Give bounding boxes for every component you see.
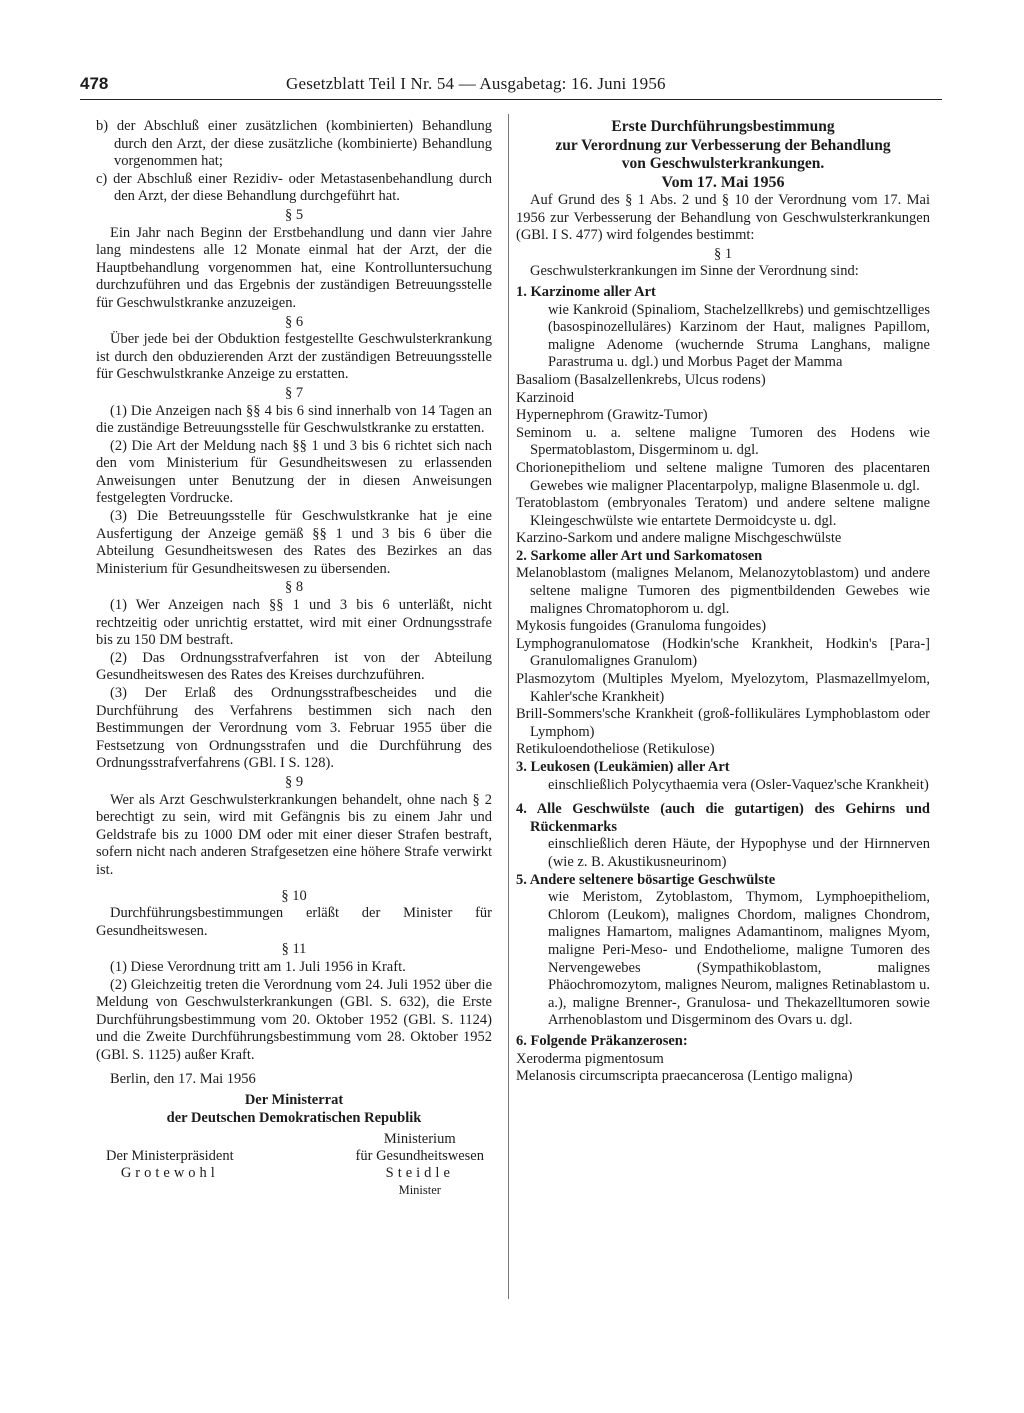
list-item: Melanoblastom (malignes Melanom, Melanozytoblastom) und andere seltene maligne Tumoren des pigmentbildenden Gewebes wie malignes Chromatophorom u. dgl.	[516, 565, 930, 617]
section-10-text: Durchführungsbestimmungen erläßt der Minister für Gesundheitswesen.	[96, 905, 492, 939]
category-5-description: wie Meristom, Zytoblastom, Thymom, Lymphoepitheliom, Chlorom (Leukom), malignes Chordom, malignes Chondrom, malignes Hamartom, malignes Adamantinom, malignes Myom, maligne Peri-Meso- und Endotheliome, maligne Tumoren des Nervengewebes (Sympathikoblastom, malignes Phäochromozytom, malignes Neurom, malignes Retinablastom u. a.), maligne Brenner-, Granulosa- und Thekazelltumoren sowie Arrhenoblastom und Disgerminom des Ovars u. dgl.	[548, 889, 930, 1029]
category-5-heading: 5. Andere seltenere bösartige Geschwülste	[516, 871, 776, 888]
list-item: Chorionepitheliom und seltene maligne Tumoren des placentaren Gewebes wie maligner Placentarpolyp, maligne Blasenmole u. dgl.	[516, 459, 930, 494]
left-column	[96, 118, 492, 1199]
category-2-heading: 2. Sarkome aller Art und Sarkomatosen	[516, 547, 763, 564]
section-7-para-1: (1) Die Anzeigen nach §§ 4 bis 6 sind innerhalb von 14 Tagen an die zuständige Betreuungsstelle für Geschwulstkranke zu erstatten.	[96, 402, 492, 437]
category-3-description: einschließlich Polycythaemia vera (Osler-Vaquez'sche Krankheit)	[548, 776, 929, 793]
list-item: Xeroderma pigmentosum	[516, 1050, 664, 1067]
list-item: Basaliom (Basalzellenkrebs, Ulcus rodens)	[516, 371, 766, 388]
list-item: Plasmozytom (Multiples Myelom, Myelozytom, Plasmazellmyelom, Kahler'sche Krankheit)	[516, 671, 930, 705]
section-8-para-2: (2) Das Ordnungsstrafverfahren ist von der Abteilung Gesundheitswesen des Rates des Kreises durchzuführen.	[96, 649, 492, 684]
place-and-date: Berlin, den 17. Mai 1956	[110, 1071, 256, 1088]
regulation-title-1: Erste Durchführungsbestimmung	[611, 118, 835, 135]
regulation-title-2: zur Verordnung zur Verbesserung der Behandlung	[555, 136, 891, 154]
section-6-text: Über jede bei der Obduktion festgestellte Geschwulsterkrankung ist durch den obduzierenden Arzt der zuständigen Betreuungsstelle für Geschwulstkranke Anzeige zu erstatten.	[96, 331, 492, 383]
category-1-description: wie Kankroid (Spinaliom, Stachelzellkrebs) und gemischtzelliges (basospinozelluläres) Karzinom der Haut, malignes Papillom, maligne Adenome (wuchernde Struma Langhans, maligne Parastruma u. dgl.) und Morbus Paget der Mamma	[548, 301, 930, 371]
section-5-heading: § 5	[284, 206, 304, 223]
section-6-heading: § 6	[284, 313, 304, 330]
category-4-heading: 4. Alle Geschwülste (auch die gutartigen) des Gehirns und Rückenmarks	[516, 801, 930, 835]
category-1-heading: 1. Karzinome aller Art	[516, 283, 656, 300]
signer-name-left: Grotewohl	[120, 1165, 219, 1182]
section-9-text: Wer als Arzt Geschwulsterkrankungen behandelt, ohne nach § 2 berechtigt zu sein, wird mit Gefängnis bis zu einem Jahr und Geldstrafe bis zu 1000 DM oder mit einer dieser Strafen bestraft, sofern nicht nach anderen Strafgesetzen eine höhere Strafe verwirkt ist.	[96, 791, 492, 878]
section-8-para-1: (1) Wer Anzeigen nach §§ 1 und 3 bis 6 unterläßt, nicht rechtzeitig oder unrichtig erstattet, wird mit einer Ordnungsstrafe bis zu 150 DM bestraft.	[96, 597, 492, 649]
section-11-para-1: (1) Diese Verordnung tritt am 1. Juli 1956 in Kraft.	[110, 958, 406, 975]
list-item: Teratoblastom (embryonales Teratom) und andere seltene maligne Kleingeschwülste wie entartete Dermoidcyste u. dgl.	[516, 495, 930, 529]
ministry-line-2: für Gesundheitswesen	[355, 1148, 484, 1165]
section-7-heading: § 7	[284, 384, 304, 401]
list-item-b: b) der Abschluß einer zusätzlichen (kombinierten) Behandlung durch den Arzt, der diese zusätzliche (kombinierte) Behandlung vorgenommen hat;	[96, 118, 492, 170]
signature-block	[96, 1131, 492, 1199]
category-4-description: einschließlich deren Häute, der Hypophyse und der Hirnnerven (wie z. B. Akustikusneurinom)	[548, 836, 930, 870]
list-item: Melanosis circumscripta praecancerosa (Lentigo maligna)	[516, 1068, 853, 1085]
section-11-heading: § 11	[281, 941, 307, 958]
intro-text: Auf Grund des § 1 Abs. 2 und § 10 der Verordnung vom 17. Mai 1956 zur Verbesserung der Behandlung von Geschwulsterkrankungen (GBl. I S. 477) wird folgendes bestimmt:	[516, 192, 930, 244]
signature-left	[96, 1131, 234, 1199]
signer-role-left: Der Ministerpräsident	[106, 1148, 234, 1165]
section-7-para-3: (3) Die Betreuungsstelle für Geschwulstkranke hat je eine Ausfertigung der Anzeige gemäß §§ 1 und 3 bis 6 über die Abteilung Gesundheitswesen des Rates des Bezirkes an das Ministerium für Gesundheitswesen zu übersenden.	[96, 508, 492, 577]
right-column	[516, 118, 930, 1086]
category-3-heading: 3. Leukosen (Leukämien) aller Art	[516, 759, 730, 775]
signer-name-right: Steidle	[385, 1165, 454, 1182]
regulation-date: Vom 17. Mai 1956	[661, 173, 785, 191]
page-number: 478	[80, 74, 109, 93]
column-divider	[508, 114, 509, 1299]
regulation-title-3: von Geschwulsterkrankungen.	[621, 155, 825, 172]
list-item: Hypernephrom (Grawitz-Tumor)	[516, 407, 708, 424]
header-rule	[80, 99, 942, 100]
category-6-heading: 6. Folgende Präkanzerosen:	[516, 1032, 688, 1049]
list-item-c: c) der Abschluß einer Rezidiv- oder Metastasenbehandlung durch den Arzt, der diese Behandlung durchgeführt hat.	[96, 170, 492, 205]
section-9-heading: § 9	[284, 773, 304, 790]
running-header: Gesetzblatt Teil I Nr. 54 — Ausgabetag: 16. Juni 1956	[286, 74, 666, 93]
ministry-line-1: Ministerium	[383, 1131, 456, 1148]
list-item: Karzino-Sarkom und andere maligne Mischgeschwülste	[516, 530, 842, 547]
council-line-2: der Deutschen Demokratischen Republik	[166, 1109, 422, 1126]
list-item: Lymphogranulomatose (Hodkin'sche Krankheit, Hodkin's [Para-] Granulomalignes Granulom)	[516, 635, 930, 670]
section-7-para-2: (2) Die Art der Meldung nach §§ 1 und 3 bis 6 richtet sich nach den vom Ministerium für Gesundheitswesen zu erlassenden Anweisungen unter Benutzung der in diesen Anweisungen festgelegten Vordrucke.	[96, 437, 492, 507]
section-11-para-2: (2) Gleichzeitig treten die Verordnung vom 24. Juli 1952 über die Meldung von Geschwulsterkrankungen (GBl. S. 632), die Erste Durchführungsbestimmung vom 20. Oktober 1952 (GBl. S. 1124) und die Zweite Durchführungsbestimmung vom 28. Oktober 1952 (GBl. S. 1125) außer Kraft.	[96, 976, 492, 1063]
list-item: Mykosis fungoides (Granuloma fungoides)	[516, 618, 767, 635]
list-item: Brill-Sommers'sche Krankheit (groß-follikuläres Lymphoblastom oder Lymphom)	[516, 706, 930, 740]
section-1-text: Geschwulsterkrankungen im Sinne der Verordnung sind:	[530, 263, 859, 280]
section-8-heading: § 8	[284, 579, 304, 596]
section-1-heading: § 1	[713, 245, 733, 262]
council-line-1: Der Ministerrat	[244, 1092, 344, 1109]
signature-right	[356, 1131, 492, 1199]
section-5-text: Ein Jahr nach Beginn der Erstbehandlung und dann vier Jahre lang mindestens alle 12 Monate einmal hat der Arzt, der die Hauptbehandlung vorgenommen hat, eine Kontrolluntersuchung durchzuführen und das Ergebnis der zuständigen Betreuungsstelle für Geschwulstkranke anzuzeigen.	[96, 224, 492, 311]
list-item: Retikuloendotheliose (Retikulose)	[516, 741, 715, 758]
list-item: Seminom u. a. seltene maligne Tumoren des Hodens wie Spermatoblastom, Disgerminom u. dgl.	[516, 424, 930, 459]
signer-role-right: Minister	[398, 1183, 441, 1198]
section-10-heading: § 10	[281, 887, 307, 904]
list-item: Karzinoid	[516, 389, 574, 406]
section-8-para-3: (3) Der Erlaß des Ordnungsstrafbescheides und die Durchführung des Verfahrens bestimmen sich nach den Bestimmungen der Verordnung vom 3. Februar 1955 über die Festsetzung von Ordnungsstrafen und die Durchführung des Ordnungsstrafverfahrens (GBl. I S. 128).	[96, 685, 492, 772]
